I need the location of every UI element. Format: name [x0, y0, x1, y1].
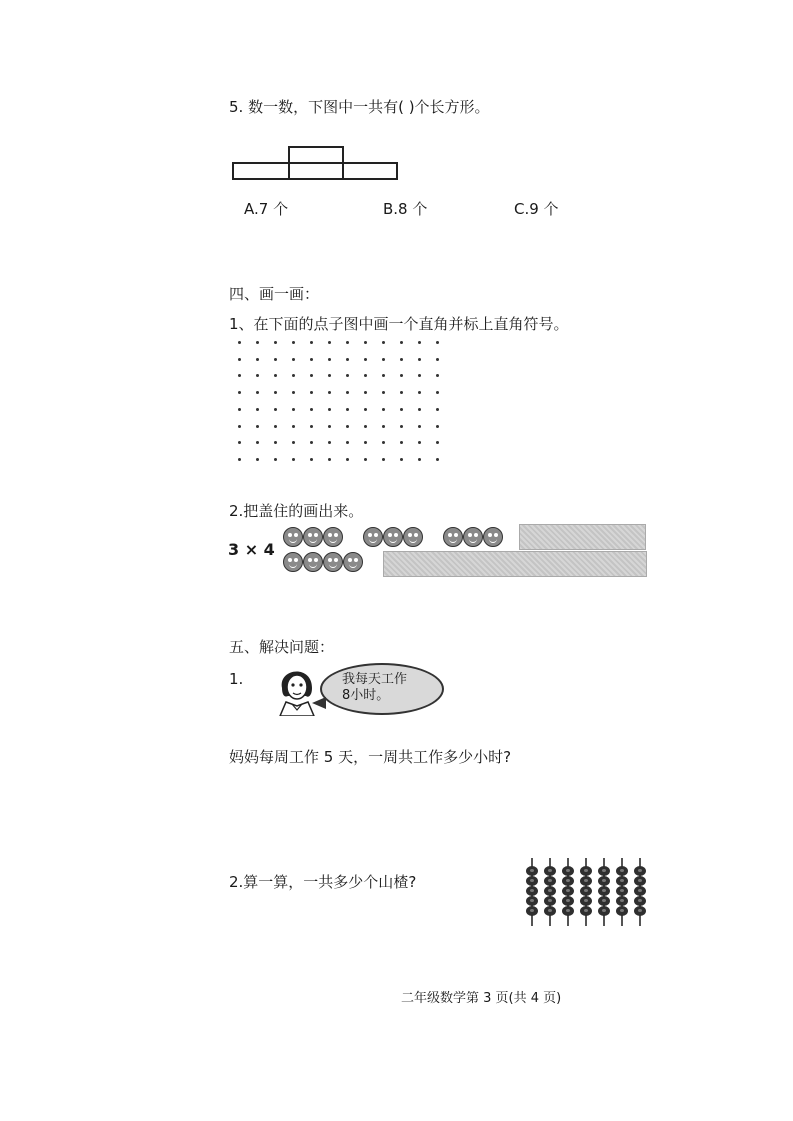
hawthorn-icon — [562, 886, 574, 896]
grid-dot — [364, 391, 367, 394]
grid-dot — [328, 391, 331, 394]
grid-dot — [256, 458, 259, 461]
grid-dot — [418, 458, 421, 461]
grid-dot — [292, 425, 295, 428]
faces-row-2 — [283, 552, 383, 574]
hawthorn-icon — [580, 896, 592, 906]
grid-dot — [328, 441, 331, 444]
grid-dot — [310, 341, 313, 344]
grid-dot — [238, 441, 241, 444]
grid-dot — [274, 425, 277, 428]
grid-dot — [436, 425, 439, 428]
grid-dot — [292, 358, 295, 361]
grid-dot — [400, 358, 403, 361]
grid-dot — [274, 341, 277, 344]
grid-dot — [346, 341, 349, 344]
hawthorn-icon — [544, 896, 556, 906]
grid-dot — [274, 374, 277, 377]
rectangle-figure — [232, 146, 398, 180]
grid-dot — [346, 408, 349, 411]
grid-dot — [256, 374, 259, 377]
speech-pointer — [312, 697, 326, 709]
grid-dot — [382, 441, 385, 444]
hawthorn-icon — [562, 876, 574, 886]
grid-dot — [382, 374, 385, 377]
grid-dot — [382, 458, 385, 461]
grid-dot — [256, 358, 259, 361]
grid-dot — [238, 391, 241, 394]
face-icon — [363, 527, 383, 547]
grid-dot — [364, 358, 367, 361]
page-footer: 二年级数学第 3 页(共 4 页) — [401, 991, 562, 1006]
grid-dot — [400, 374, 403, 377]
grid-dot — [238, 341, 241, 344]
grid-dot — [400, 408, 403, 411]
grid-dot — [292, 391, 295, 394]
grid-dot — [310, 391, 313, 394]
grid-dot — [256, 408, 259, 411]
hawthorn-icon — [544, 906, 556, 916]
hawthorn-icon — [598, 866, 610, 876]
grid-dot — [400, 425, 403, 428]
hawthorn-icon — [616, 906, 628, 916]
grid-dot — [382, 358, 385, 361]
face-icon — [403, 527, 423, 547]
covered-area-1 — [519, 524, 646, 550]
grid-dot — [418, 408, 421, 411]
grid-dot — [274, 358, 277, 361]
grid-dot — [364, 374, 367, 377]
multiplication-expression: 3 × 4 — [228, 540, 275, 559]
face-icon — [463, 527, 483, 547]
hawthorn-icon — [562, 906, 574, 916]
hawthorn-icon — [580, 886, 592, 896]
grid-dot — [346, 458, 349, 461]
grid-dot — [418, 425, 421, 428]
grid-dot — [346, 374, 349, 377]
grid-dot — [382, 408, 385, 411]
section5-q1-number: 1. — [229, 670, 244, 688]
option-c: C.9 个 — [514, 200, 559, 218]
grid-dot — [238, 358, 241, 361]
face-icon — [483, 527, 503, 547]
grid-dot — [364, 441, 367, 444]
hawthorn-icon — [616, 866, 628, 876]
grid-dot — [274, 441, 277, 444]
hawthorn-icon — [526, 866, 538, 876]
section5-heading: 五、解决问题： — [229, 638, 335, 656]
hawthorn-icon — [634, 866, 646, 876]
option-a: A.7 个 — [244, 200, 289, 218]
grid-dot — [292, 374, 295, 377]
grid-dot — [364, 458, 367, 461]
grid-dot — [292, 341, 295, 344]
grid-dot — [364, 425, 367, 428]
skewer — [634, 858, 646, 926]
face-icon — [323, 552, 343, 572]
hawthorn-icon — [580, 906, 592, 916]
hawthorn-icon — [598, 896, 610, 906]
hawthorn-icon — [616, 876, 628, 886]
grid-dot — [346, 358, 349, 361]
face-icon — [343, 552, 363, 572]
grid-dot — [418, 341, 421, 344]
grid-dot — [382, 341, 385, 344]
section4-q1: 1、在下面的点子图中画一个直角并标上直角符号。 — [229, 315, 569, 333]
grid-dot — [310, 358, 313, 361]
grid-dot — [436, 441, 439, 444]
grid-dot — [274, 458, 277, 461]
hawthorn-icon — [598, 886, 610, 896]
grid-dot — [310, 441, 313, 444]
hawthorn-icon — [580, 866, 592, 876]
grid-dot — [328, 341, 331, 344]
skewer — [544, 858, 556, 926]
section4-heading: 四、画一画： — [229, 285, 320, 303]
grid-dot — [400, 458, 403, 461]
skewer — [598, 858, 610, 926]
grid-dot — [310, 425, 313, 428]
skewer — [526, 858, 538, 926]
grid-dot — [292, 408, 295, 411]
hawthorn-icon — [634, 906, 646, 916]
grid-dot — [274, 408, 277, 411]
hawthorn-icon — [616, 886, 628, 896]
grid-dot — [346, 441, 349, 444]
hawthorn-icon — [544, 866, 556, 876]
faces-row-1 — [283, 527, 523, 549]
grid-dot — [328, 425, 331, 428]
hawthorn-icon — [526, 896, 538, 906]
grid-dot — [418, 391, 421, 394]
hawthorn-icon — [598, 876, 610, 886]
grid-dot — [436, 341, 439, 344]
hawthorn-icon — [526, 906, 538, 916]
hawthorn-icon — [562, 866, 574, 876]
grid-dot — [436, 458, 439, 461]
q5-prompt: 5. 数一数，下图中一共有( )个长方形。 — [229, 98, 490, 116]
skewer — [616, 858, 628, 926]
option-b: B.8 个 — [383, 200, 428, 218]
face-icon — [383, 527, 403, 547]
face-icon — [443, 527, 463, 547]
grid-dot — [436, 358, 439, 361]
grid-dot — [382, 425, 385, 428]
hawthorn-icon — [634, 896, 646, 906]
hawthorn-icon — [616, 896, 628, 906]
hawthorn-icon — [580, 876, 592, 886]
hawthorn-icon — [598, 906, 610, 916]
hawthorn-skewers — [526, 856, 666, 928]
grid-dot — [382, 391, 385, 394]
grid-dot — [328, 458, 331, 461]
hawthorn-icon — [562, 896, 574, 906]
face-icon — [283, 527, 303, 547]
grid-dot — [238, 374, 241, 377]
skewer — [562, 858, 574, 926]
face-icon — [323, 527, 343, 547]
grid-dot — [238, 425, 241, 428]
skewer — [580, 858, 592, 926]
grid-dot — [418, 374, 421, 377]
grid-dot — [400, 341, 403, 344]
grid-dot — [364, 341, 367, 344]
grid-dot — [256, 341, 259, 344]
grid-dot — [256, 425, 259, 428]
face-icon — [283, 552, 303, 572]
grid-dot — [292, 441, 295, 444]
grid-dot — [256, 441, 259, 444]
grid-dot — [436, 374, 439, 377]
hawthorn-icon — [634, 876, 646, 886]
grid-dot — [256, 391, 259, 394]
hawthorn-icon — [634, 886, 646, 896]
grid-dot — [328, 408, 331, 411]
grid-dot — [310, 408, 313, 411]
grid-dot — [418, 441, 421, 444]
grid-dot — [400, 441, 403, 444]
grid-dot — [346, 425, 349, 428]
grid-dot — [310, 374, 313, 377]
speech-bubble — [320, 663, 444, 715]
hawthorn-icon — [544, 886, 556, 896]
grid-dot — [292, 458, 295, 461]
grid-dot — [238, 458, 241, 461]
grid-dot — [418, 358, 421, 361]
grid-dot — [310, 458, 313, 461]
grid-dot — [400, 391, 403, 394]
grid-dot — [364, 408, 367, 411]
hawthorn-icon — [526, 876, 538, 886]
grid-dot — [328, 374, 331, 377]
face-icon — [303, 527, 323, 547]
grid-dot — [238, 408, 241, 411]
grid-dot — [436, 391, 439, 394]
grid-dot — [328, 358, 331, 361]
grid-dot — [346, 391, 349, 394]
section5-q2-text: 2.算一算，一共多少个山楂? — [229, 873, 417, 891]
grid-dot — [274, 391, 277, 394]
grid-dot — [436, 408, 439, 411]
section5-q1-text: 妈妈每周工作 5 天，一周共工作多少小时? — [229, 748, 512, 766]
covered-area-2 — [383, 551, 647, 577]
speech-text: 我每天工作 8小时。 — [342, 672, 408, 703]
dot-grid[interactable] — [230, 334, 446, 468]
hawthorn-icon — [526, 886, 538, 896]
face-icon — [303, 552, 323, 572]
section4-q2: 2.把盖住的画出来。 — [229, 502, 364, 520]
hawthorn-icon — [544, 876, 556, 886]
